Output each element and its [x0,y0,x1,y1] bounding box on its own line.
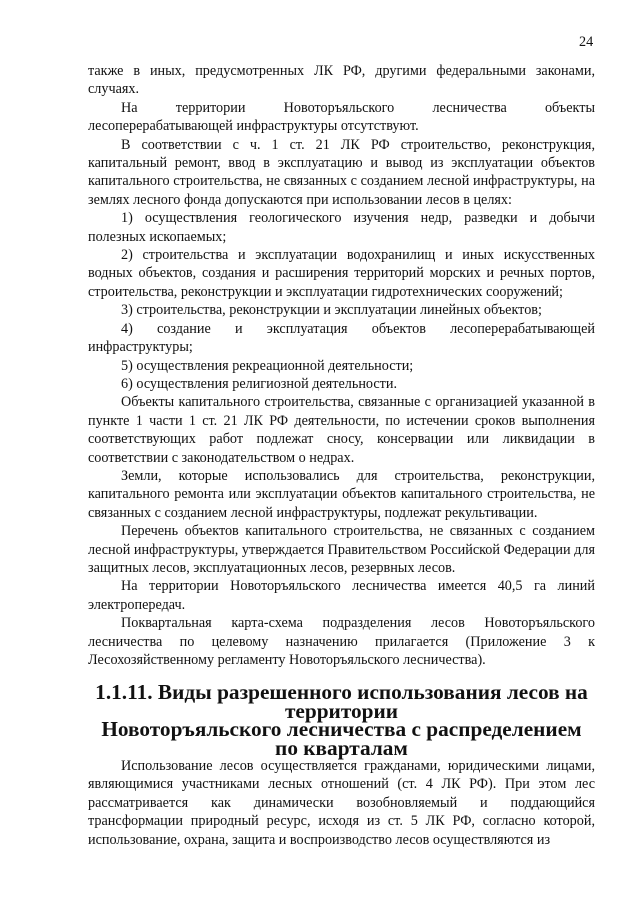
paragraph: В соответствии с ч. 1 ст. 21 ЛК РФ строительство, реконструкция, капитальный ремонт, ввод в эксплуатацию и вывод из эксплуатации объектов капитального строительства, не связанных с созданием лесной инфраструктуры, на землях лесного фонда допускаются при использовании лесов в целях: [88,136,595,208]
section-heading-line: 1.1.11. Виды разрешенного использования лесов на территории [95,680,588,723]
section-heading-line: Новоторъяльского лесничества с распределением по кварталам [101,717,582,760]
page-number: 24 [579,34,594,50]
paragraph: Использование лесов осуществляется гражданами, юридическими лицами, являющимися участниками лесных отношений (ст. 4 ЛК РФ). При этом лес рассматривается как динамически возобновляемый и поддающийся трансформации природный ресурс, исходя из ст. 5 ЛК РФ, согласно которой, использование, охрана, защита и воспроизводство лесов осуществляются из [88,758,595,848]
paragraph: также в иных, предусмотренных ЛК РФ, другими федеральными законами, случаях. [88,63,595,98]
paragraph: Объекты капитального строительства, связанные с организацией указанной в пункте 1 части 1 ст. 21 ЛК РФ деятельности, по истечении сроков выполнения соответствующих работ подлежат сносу, консервации или ликвидации в соответствии с законодательством о недрах. [88,394,595,466]
list-item: 1) осуществления геологического изучения недр, разведки и добычи полезных ископаемых; [88,210,595,245]
list-item: 3) строительства, реконструкции и эксплуатации линейных объектов; [121,302,542,319]
list-item: 6) осуществления религиозной деятельности. [121,375,397,392]
list-item: 2) строительства и эксплуатации водохранилищ и иных искусственных водных объектов, создания и расширения территорий морских и речных портов, строительства, реконструкции и эксплуатации гидротехнических сооружений; [88,247,595,300]
paragraph: Перечень объектов капитального строительства, не связанных с созданием лесной инфраструктуры, утверждается Правительством Российской Федерации для защитных лесов, эксплуатационных лесов, резервных лесов. [88,523,595,576]
section-heading [88,680,595,760]
document-body [88,62,595,849]
paragraph: На территории Новоторъяльского лесничества объекты лесоперерабатывающей инфраструктуры отсутствуют. [88,99,595,135]
list-item: 4) создание и эксплуатация объектов лесоперерабатывающей инфраструктуры; [88,320,595,356]
list-item: 5) осуществления рекреационной деятельности; [121,357,414,374]
paragraph: Поквартальная карта-схема подразделения лесов Новоторъяльского лесничества по целевому назначению прилагается (Приложение 3 к Лесохозяйственному регламенту Новоторъяльского лесничества). [88,615,595,668]
paragraph: Земли, которые использовались для строительства, реконструкции, капитального ремонта или эксплуатации объектов капитального строительства, не связанных с созданием лесной инфраструктуры, подлежат рекультивации. [88,467,595,521]
paragraph: На территории Новоторъяльского лесничества имеется 40,5 га линий электропередач. [88,578,595,613]
